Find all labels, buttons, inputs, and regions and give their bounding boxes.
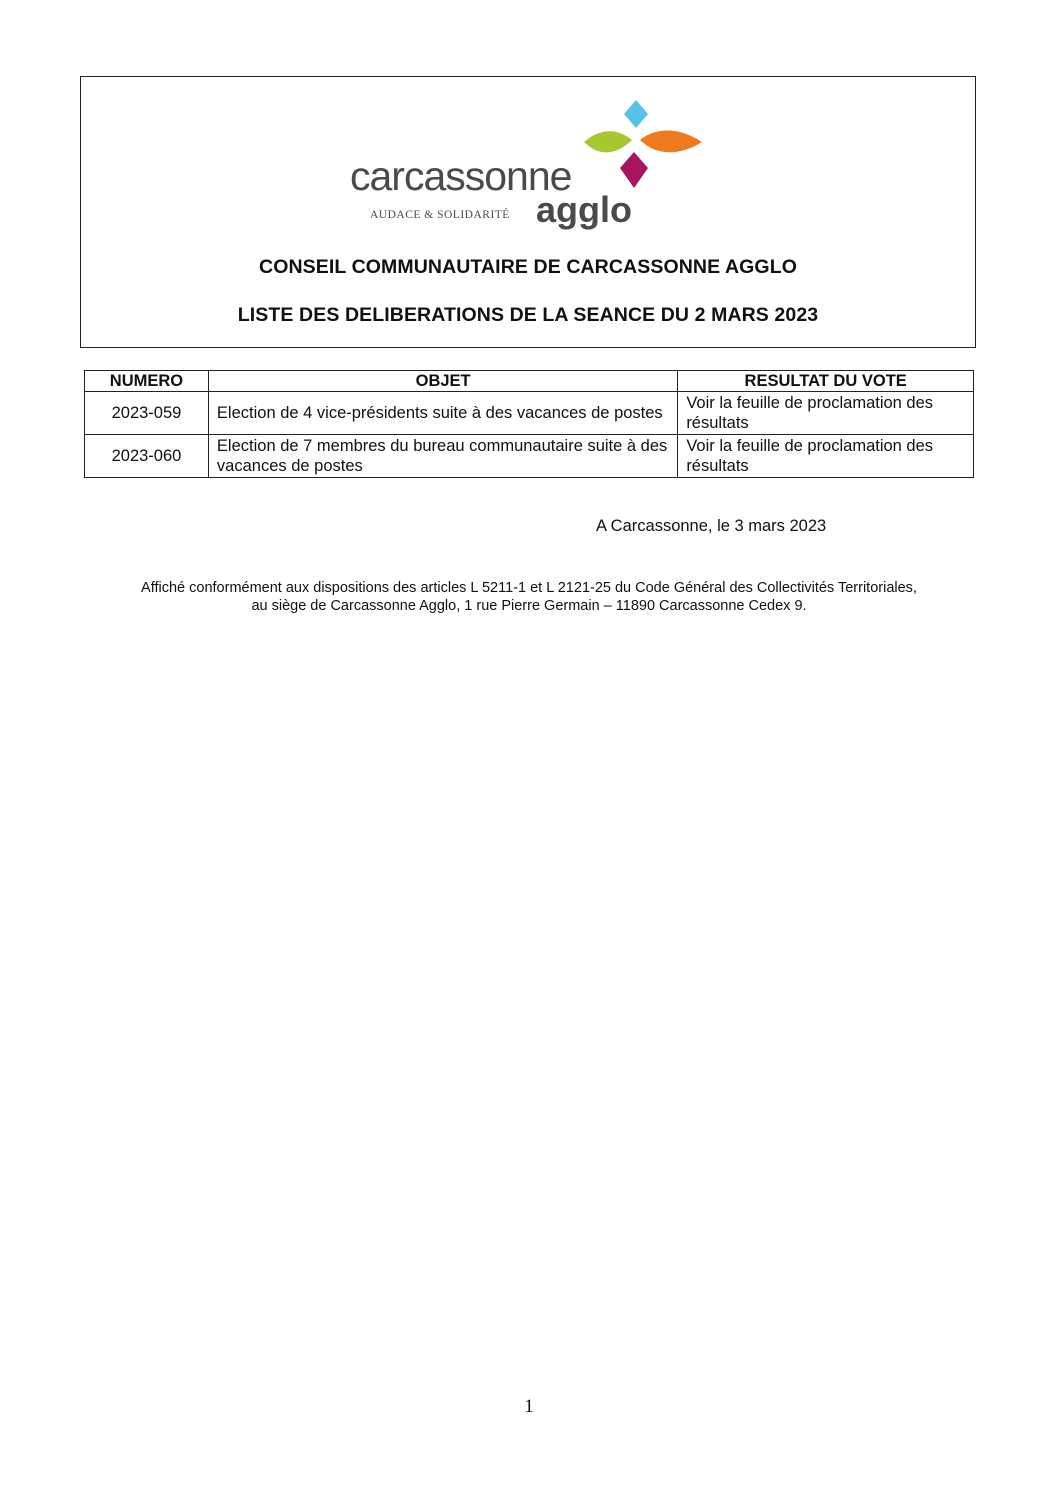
logo-orange-leaf: [640, 131, 702, 153]
column-header-resultat: RESULTAT DU VOTE: [678, 371, 974, 392]
logo-blue-diamond: [624, 100, 648, 128]
deliberations-subtitle: LISTE DES DELIBERATIONS DE LA SEANCE DU 2 MARS 2023: [237, 304, 819, 326]
row-resultat: Voir la feuille de proclamation des résultats: [678, 392, 974, 435]
column-header-objet: OBJET: [208, 371, 677, 392]
logo-graphic: [348, 98, 708, 238]
page-number: 1: [524, 1396, 534, 1417]
posting-notice: [60, 579, 998, 615]
place-date-line: A Carcassonne, le 3 mars 2023: [596, 517, 827, 535]
logo-tagline: AUDACE & SOLIDARITÉ: [370, 209, 510, 221]
council-title: CONSEIL COMMUNAUTAIRE DE CARCASSONNE AGGLO: [259, 256, 797, 278]
logo-subword: agglo: [536, 189, 632, 230]
row-objet: Election de 4 vice-présidents suite à des vacances de postes: [208, 392, 677, 435]
logo-green-leaf: [584, 131, 632, 152]
table-row: [85, 392, 974, 435]
row-numero: 2023-059: [85, 392, 209, 435]
logo-wordmark: carcassonne: [350, 153, 572, 199]
posting-notice-line-2: au siège de Carcassonne Agglo, 1 rue Pierre Germain – 11890 Carcassonne Cedex 9.: [251, 598, 807, 614]
logo-magenta-diamond: [620, 152, 648, 188]
row-objet: Election de 7 membres du bureau communautaire suite à des vacances de postes: [208, 435, 677, 478]
row-resultat: Voir la feuille de proclamation des résultats: [678, 435, 974, 478]
table-row: [85, 435, 974, 478]
row-numero: 2023-060: [85, 435, 209, 478]
column-header-numero: NUMERO: [85, 371, 209, 392]
table-header-row: [85, 371, 974, 392]
deliberations-table: [84, 370, 974, 478]
carcassonne-agglo-logo: [348, 98, 708, 238]
posting-notice-line-1: Affiché conformément aux dispositions des articles L 5211-1 et L 2121-25 du Code Général des Collectivités Territoriales,: [141, 580, 917, 596]
